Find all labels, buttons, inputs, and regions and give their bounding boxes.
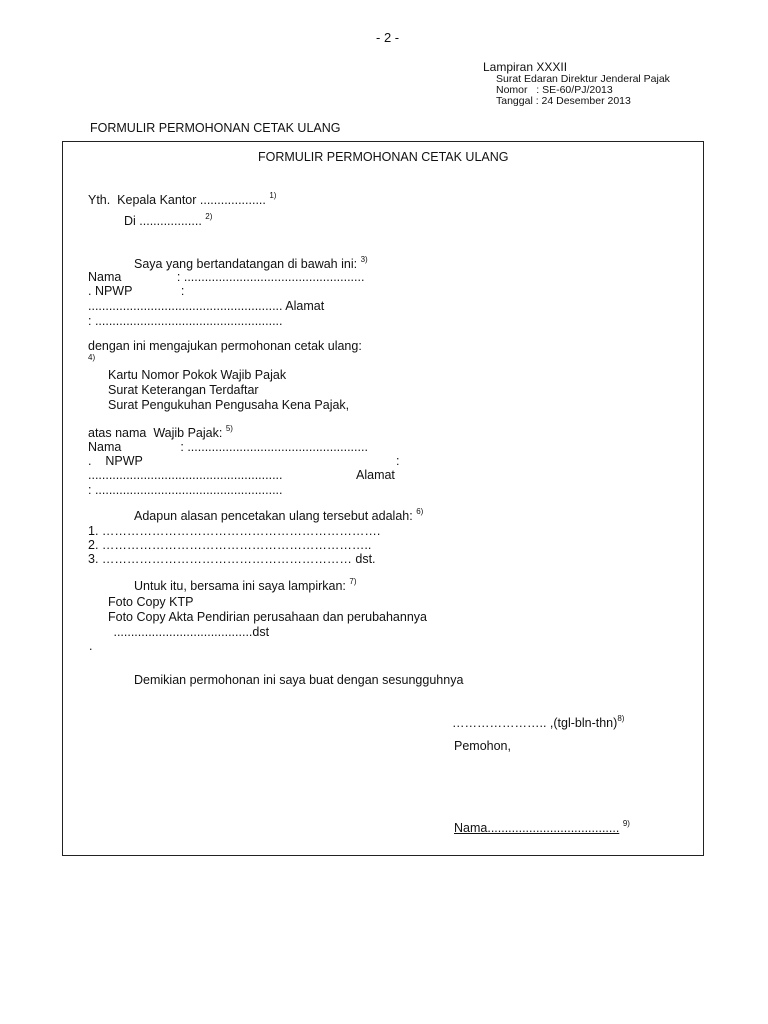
- document-item: Surat Keterangan Terdaftar: [108, 383, 259, 397]
- signature-name: Nama......................................: [454, 821, 620, 835]
- date-line: [452, 714, 625, 730]
- reason-text: Adapun alasan pencetakan ulang tersebut adalah:: [134, 509, 413, 523]
- signature-line: [454, 819, 630, 835]
- reason-item: 3. …………………………………………………… dst.: [88, 552, 376, 566]
- addressee-text: Yth. Kepala Kantor ...................: [88, 193, 266, 207]
- note-3: 3): [360, 255, 368, 264]
- note-4: 4): [88, 353, 96, 362]
- form-box: [62, 141, 704, 856]
- surat-edaran-label: Surat Edaran Direktur Jenderal Pajak: [496, 73, 670, 85]
- lampiran-label: Lampiran XXXII: [483, 60, 568, 74]
- page-number: - 2 -: [376, 30, 400, 45]
- note-2: 2): [205, 212, 213, 221]
- applicant-label: Pemohon,: [454, 739, 511, 753]
- alamat-dots-2: ........................................................: [88, 468, 283, 482]
- note-9: 9): [622, 819, 630, 828]
- outer-title: FORMULIR PERMOHONAN CETAK ULANG: [90, 121, 341, 135]
- di-line: [124, 212, 213, 228]
- stray-dot: .: [89, 639, 93, 653]
- alamat-field: ........................................................ Alamat: [88, 299, 325, 313]
- nomor-label: Nomor : SE-60/PJ/2013: [496, 84, 613, 96]
- reason-item: 1. ………………………………………………………….: [88, 524, 381, 538]
- alamat-continuation-2: : ......................................................: [88, 483, 283, 497]
- alamat-continuation: : ......................................................: [88, 314, 283, 328]
- atas-nama-text: atas nama Wajib Pajak:: [88, 426, 223, 440]
- attach-line: [134, 577, 357, 593]
- npwp-field-2: . NPWP: [88, 454, 143, 468]
- note-5: 5): [225, 424, 233, 433]
- closing-statement: Demikian permohonan ini saya buat dengan sesungguhnya: [134, 673, 464, 687]
- npwp-colon-2: :: [396, 454, 400, 468]
- tanggal-label: Tanggal : 24 Desember 2013: [496, 95, 631, 107]
- document-item: Kartu Nomor Pokok Wajib Pajak: [108, 368, 287, 382]
- addressee-line: [88, 191, 277, 207]
- request-line: dengan ini mengajukan permohonan cetak ulang:: [88, 339, 362, 353]
- note-8: 8): [617, 714, 625, 723]
- note-6: 6): [416, 507, 424, 516]
- note-1: 1): [269, 191, 277, 200]
- note-7: 7): [349, 577, 357, 586]
- undersigned-text: Saya yang bertandatangan di bawah ini:: [134, 257, 358, 271]
- form-title: FORMULIR PERMOHONAN CETAK ULANG: [258, 150, 509, 164]
- npwp-field: . NPWP :: [88, 284, 185, 298]
- attachment-item: Foto Copy Akta Pendirian perusahaan dan perubahannya: [108, 610, 427, 624]
- document-item: Surat Pengukuhan Pengusaha Kena Pajak,: [108, 398, 350, 412]
- nama-field: Nama : ....................................................: [88, 270, 365, 284]
- nama-field-2: Nama : ....................................................: [88, 440, 368, 454]
- reason-item: 2. ………………………………………………………..: [88, 538, 372, 552]
- date-text: ………………….. ,(tgl-bln-thn): [452, 716, 618, 730]
- attach-text: Untuk itu, bersama ini saya lampirkan:: [134, 579, 346, 593]
- atas-nama-line: [88, 424, 233, 440]
- reason-line: [134, 507, 424, 523]
- attachment-item: Foto Copy KTP: [108, 595, 194, 609]
- alamat-label-2: Alamat: [356, 468, 395, 482]
- undersigned-line: [134, 255, 368, 271]
- attachment-item: ........................................dst: [110, 625, 270, 639]
- di-text: Di ..................: [124, 214, 202, 228]
